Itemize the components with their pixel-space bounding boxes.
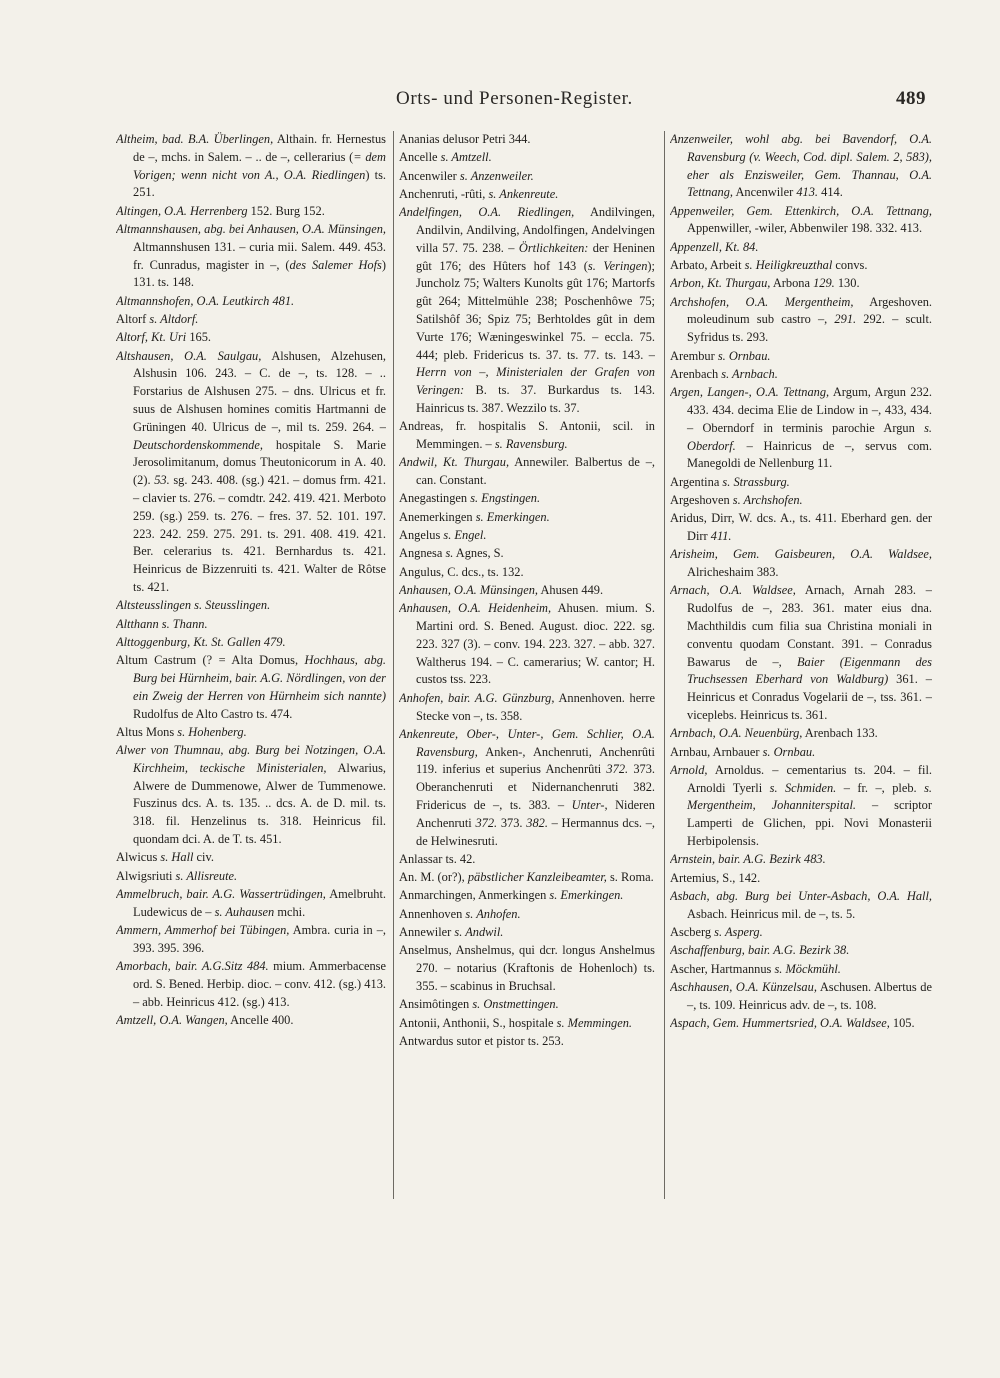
entry-italic-text: Arnold, xyxy=(670,762,708,777)
entry-italic-text: Aschhausen, O.A. Künzelsau, xyxy=(670,979,817,994)
entry-italic-text: s. Anzenweiler. xyxy=(459,168,534,183)
entry-italic-text: Argen, Langen-, O.A. Tettnang, xyxy=(670,385,830,400)
entry-text: Ascberg xyxy=(670,925,715,940)
register-entry xyxy=(399,490,655,508)
entry-text: – Hermannus dcs. –, de Helwinesruti. xyxy=(416,815,655,848)
entry-italic-text: s. Hall xyxy=(160,850,194,865)
register-entry xyxy=(670,725,932,743)
register-entry xyxy=(670,942,932,960)
register-entry xyxy=(399,454,655,490)
register-entry xyxy=(116,958,386,1011)
entry-text: Annenhoven. herre Stecke von –, ts. 358. xyxy=(416,690,655,723)
entry-italic-text: 291. xyxy=(834,312,857,327)
entry-italic-text: s. Onstmettingen. xyxy=(472,997,559,1012)
register-entry xyxy=(670,888,932,924)
entry-text: Ancenwiler xyxy=(399,168,460,183)
entry-italic-text: Arnach, O.A. Waldsee, xyxy=(670,583,796,598)
entry-italic-text: Appenzell, Kt. 84. xyxy=(670,239,759,254)
entry-italic-text: Altmannshofen, O.A. Leutkirch 481. xyxy=(116,293,295,308)
register-entry xyxy=(399,726,655,851)
entry-italic-text: Aspach, Gem. Hummertsried, O.A. Waldsee, xyxy=(670,1016,890,1031)
register-entry xyxy=(399,924,655,942)
entry-text: Arnbau, Arnbauer xyxy=(670,744,763,759)
entry-text: Alwicus xyxy=(116,850,161,865)
entry-text: Anselmus, Anshelmus, qui dcr. longus Anshelmus 270. – notarius (Kraftonis de Hohenloch) ts. 355. – scabinus in Bruchsal. xyxy=(399,943,655,993)
register-entry xyxy=(670,744,932,762)
register-entry xyxy=(116,922,386,958)
register-entry xyxy=(399,168,655,186)
entry-text: An. M. (or?), xyxy=(399,870,468,885)
register-entry xyxy=(670,510,932,546)
entry-text: Alricheshaim 383. xyxy=(687,565,779,580)
entry-text: ) ts. 251. xyxy=(133,167,386,200)
register-entry xyxy=(116,849,386,867)
register-entry xyxy=(116,742,386,849)
entry-text: – scriptor Lamperti de Glichen, ppi. Novi Monasterii Herbipolensis. xyxy=(687,798,932,849)
running-title: Orts- und Personen-Register. xyxy=(396,88,633,109)
register-column-left xyxy=(116,131,386,1211)
register-entry xyxy=(399,131,655,149)
column-divider xyxy=(664,131,665,1199)
entry-text: Angelus xyxy=(399,528,444,543)
entry-italic-text: Altorf, Kt. Uri xyxy=(116,330,187,345)
register-entry xyxy=(670,294,932,347)
entry-text: Altum Castrum (? = Alta Domus, xyxy=(116,653,305,668)
entry-text: Arnach, Arnah 283. – Rudolfus de –, 283. 361. mater eius dna. Machthildis cum filia sua Christina moniali in conventu quodam Constant. 391. – Conradus Bawarus de –, xyxy=(687,583,932,669)
register-entry xyxy=(670,131,932,202)
register-entry xyxy=(670,924,932,942)
entry-italic-text: s. Engstingen. xyxy=(470,491,541,506)
entry-text: Amelbruht. Ludewicus de – xyxy=(133,886,386,919)
register-entry xyxy=(399,582,655,600)
entry-text: convs. xyxy=(832,258,868,273)
entry-text: Arnoldus. – cementarius ts. 204. – fil. Arnoldi Tyerli xyxy=(687,762,932,795)
register-entry xyxy=(670,348,932,366)
entry-italic-text: Ammelbruch, bair. A.G. Wassertrüdingen, xyxy=(116,886,326,901)
entry-text: Altus Mons xyxy=(116,724,178,739)
entry-text: Rudolfus de Alto Castro ts. 474. xyxy=(133,706,293,721)
register-entry xyxy=(670,239,932,257)
register-entry xyxy=(670,979,932,1015)
entry-text: Argentina xyxy=(670,474,723,489)
entry-text: Anegastingen xyxy=(399,491,471,506)
entry-text: 414. xyxy=(818,185,843,200)
register-entry xyxy=(670,492,932,510)
entry-text: der Heninen gût 176; des Hûters hof 143 ( xyxy=(416,240,655,273)
register-entry xyxy=(116,348,386,597)
entry-italic-text: s. Mergentheim, Johanniterspital. xyxy=(687,780,932,813)
register-entry xyxy=(399,996,655,1014)
register-entry xyxy=(116,329,386,347)
entry-italic-text: Amtzell, O.A. Wangen, xyxy=(116,1013,228,1028)
entry-italic-text: 129. xyxy=(813,276,835,291)
entry-italic-text: Arnbach, O.A. Neuenbürg, xyxy=(670,726,803,741)
entry-italic-text: 382. xyxy=(526,815,548,830)
entry-text: 361. – Heinricus et Conradus Vogelarii de –, tss. 361. – viceplebs. Heinricus ts. 361. xyxy=(687,672,932,722)
register-entry xyxy=(399,545,655,563)
entry-italic-text: s. Hohenberg. xyxy=(177,724,247,739)
entry-text: B. ts. 37. Burkardus ts. 143. Hainricus ts. 387. Wezzilo ts. 37. xyxy=(416,383,655,415)
entry-text: Argeshoven xyxy=(670,492,733,507)
entry-italic-text: Asbach, abg. Burg bei Unter-Asbach, O.A. Hall, xyxy=(670,888,932,903)
entry-text: Ancelle xyxy=(399,150,441,165)
register-entry xyxy=(670,474,932,492)
entry-text: Ancelle 400. xyxy=(227,1013,294,1028)
entry-italic-text: s. Heiligkreuzthal xyxy=(744,258,833,273)
entry-italic-text: s. Möckmühl. xyxy=(774,961,841,976)
entry-italic-text: s. Asperg. xyxy=(714,925,763,940)
register-entry xyxy=(399,1033,655,1051)
register-entry xyxy=(670,961,932,979)
entry-text: Anemerkingen xyxy=(399,509,476,524)
entry-italic-text: Andelfingen, O.A. Riedlingen, xyxy=(399,205,575,220)
entry-text: Annenhoven xyxy=(399,906,466,921)
entry-italic-text: Alttoggenburg, Kt. St. Gallen 479. xyxy=(116,634,286,649)
entry-text: 373. xyxy=(497,815,527,830)
column-divider xyxy=(393,131,394,1199)
register-entry xyxy=(116,724,386,742)
entry-italic-text: s. Anhofen. xyxy=(465,906,521,921)
entry-text: Altmannshusen 131. – curia mii. Salem. 449. 453. fr. Cunradus, magister in –, ( xyxy=(133,239,386,272)
entry-text: Ansimôtingen xyxy=(399,997,473,1012)
entry-italic-text: s. Veringen xyxy=(587,258,648,273)
entry-text: hospitale S. Marie Jerosolimitanum, domus Theutonicorum in A. 40. (2). xyxy=(133,437,386,488)
entry-italic-text: 372. xyxy=(606,762,629,777)
entry-text: Ancenwiler xyxy=(733,185,797,200)
entry-italic-text: Deutschordenskommende, xyxy=(133,437,263,452)
register-entry xyxy=(399,564,655,582)
entry-text: 105. xyxy=(889,1016,915,1031)
entry-italic-text: s. Engel. xyxy=(443,528,487,543)
entry-text: Anken-, Anchenruti, Anchenrûti 119. inferius et superius Anchenrûti xyxy=(416,744,655,777)
entry-italic-text: Altheim, bad. B.A. Überlingen, xyxy=(116,132,274,146)
entry-text: Ananias delusor Petri 344. xyxy=(399,132,531,146)
register-entry xyxy=(670,851,932,869)
register-entry xyxy=(670,870,932,888)
entry-italic-text: Altshausen, O.A. Saulgau, xyxy=(116,348,262,363)
register-entry xyxy=(670,582,932,724)
entry-italic-text: s. Allisreute. xyxy=(175,868,238,883)
register-entry xyxy=(399,942,655,995)
entry-text: Alshusen, Alzehusen, Alshusin 106. 243. – C. de –, ts. 128. – .. Forstarius de Alshusen 275. – dns. Ulricus et fr. suus de Alshusen homines comitis Hartmanni de Grüningen 40. Ulricus de –, mil ts. 259. 264. – xyxy=(133,348,386,434)
entry-italic-text: Anhausen, O.A. Heidenheim, xyxy=(399,601,552,616)
entry-italic-text: s. Ornbau. xyxy=(762,744,816,759)
register-entry xyxy=(116,293,386,311)
entry-text: Arembur xyxy=(670,348,718,363)
register-entry xyxy=(670,762,932,851)
register-entry xyxy=(670,384,932,473)
entry-italic-text: Ankenreute, Ober-, Unter-, Gem. Schlier, O.A. Ravensburg, xyxy=(399,726,655,759)
entry-text: Arbona xyxy=(770,276,814,291)
entry-text: Alwarius, Alwere de Dummenowe, Alwer de Tummenowe. Fuszinus dcs. A. ts. 135. .. dcs. A. de D. mil. ts. 318. fil. Henzelinus ts. 318. Heinricus fil. quondam dci. A. de T. ts. 451. xyxy=(133,760,386,847)
entry-text: Annewiler. Balbertus de –, can. Constant. xyxy=(416,455,655,488)
entry-italic-text: Aschaffenburg, bair. A.G. Bezirk 38. xyxy=(670,943,850,958)
entry-italic-text: s. Memmingen. xyxy=(556,1015,633,1030)
entry-italic-text: s. Ornbau. xyxy=(717,348,771,363)
register-entry xyxy=(399,600,655,689)
entry-text: Aschusen. Albertus de –, ts. 109. Heinricus adv. de –, ts. 108. xyxy=(687,979,932,1012)
register-entry xyxy=(399,204,655,418)
register-entry xyxy=(399,1015,655,1033)
entry-text: Alwigsriuti xyxy=(116,868,176,883)
register-entry xyxy=(116,652,386,723)
entry-text: Agnes, S. xyxy=(453,546,504,561)
entry-italic-text: Unter-, xyxy=(571,797,608,812)
entry-text: Appenwiller, -wiler, Abbenwiler 198. 332. 413. xyxy=(687,221,923,236)
entry-text: Nideren Anchenruti xyxy=(416,797,655,830)
entry-text: s. Roma. xyxy=(606,870,654,885)
entry-italic-text: Anhofen, bair. A.G. Günzburg, xyxy=(399,690,555,705)
entry-italic-text: des Salemer Hofs xyxy=(289,257,382,272)
register-entry xyxy=(399,509,655,527)
register-entry xyxy=(399,186,655,204)
entry-italic-text: s. Ankenreute. xyxy=(488,186,559,201)
entry-text: Antwardus sutor et pistor ts. 253. xyxy=(399,1033,564,1048)
entry-text: 165. xyxy=(186,330,212,345)
entry-text: 292. – scult. Syfridus ts. 293. xyxy=(687,312,932,345)
entry-italic-text: Altthann s. Thann. xyxy=(116,616,208,631)
register-entry xyxy=(399,906,655,924)
register-column-middle xyxy=(399,131,655,1211)
entry-italic-text: s. Schmiden. xyxy=(769,780,837,795)
register-entry xyxy=(116,868,386,886)
entry-text: ) 131. ts. 148. xyxy=(133,257,386,290)
register-entry xyxy=(670,257,932,275)
entry-text: Artemius, S., 142. xyxy=(670,870,761,885)
entry-text: sg. 243. 408. (sg.) 421. – domus frm. 421. – clavier ts. 276. – comdtr. 242. 419. 421. Merboto 259. (sg.) 259. ts. 276. – fres. 37. 52. 101. 197. 223. 242. 259. 275. 291. ts. 291. 408. 419. 421. Ber. celerarius ts. 421. Bernhardus ts. 421. Heinricus de Bizzenruiti ts. 421. Walter de Rôtse ts. 421. xyxy=(133,473,386,594)
register-entry xyxy=(116,221,386,292)
entry-italic-text: s. Andwil. xyxy=(454,925,504,940)
entry-text: Angulus, C. dcs., ts. 132. xyxy=(399,564,524,579)
entry-italic-text: Alwer von Thumnau, abg. Burg bei Notzingen, O.A. Kirchheim, teckische Ministerialen, xyxy=(116,743,386,775)
entry-text: 152. Burg 152. xyxy=(247,203,325,218)
page-number: 489 xyxy=(896,88,926,109)
entry-text: Altorf xyxy=(116,311,150,326)
entry-text: Arenbach xyxy=(670,366,722,381)
entry-text: Annewiler xyxy=(399,925,455,940)
register-entry xyxy=(670,275,932,293)
register-entry xyxy=(670,1015,932,1033)
entry-italic-text: Anhausen, O.A. Münsingen, xyxy=(399,582,539,597)
entry-text: 373. Oberanchenruti et Nidernanchenruti 382. Fridericus de –, ts. 383. – xyxy=(416,762,655,812)
register-entry xyxy=(670,366,932,384)
entry-text: Anlassar ts. 42. xyxy=(399,851,476,866)
entry-italic-text: s. Auhausen xyxy=(214,904,275,919)
entry-text: Arbato, Arbeit xyxy=(670,258,745,273)
register-entry xyxy=(116,616,386,634)
entry-italic-text: Arbon, Kt. Thurgau, xyxy=(670,276,771,291)
entry-text: Antonii, Anthonii, S., hospitale xyxy=(399,1015,557,1030)
entry-italic-text: 413. xyxy=(796,185,819,200)
entry-text: Arenbach 133. xyxy=(802,726,878,741)
entry-text: Argeshoven. moleudinum sub castro –, xyxy=(687,294,932,327)
entry-italic-text: Ammern, Ammerhof bei Tübingen, xyxy=(116,923,290,938)
entry-italic-text: s. Amtzell. xyxy=(440,150,492,165)
entry-text: civ. xyxy=(193,850,214,865)
entry-italic-text: Arnstein, bair. A.G. Bezirk 483. xyxy=(670,852,826,867)
entry-italic-text: s. Emerkingen. xyxy=(475,509,550,524)
register-entry xyxy=(399,149,655,167)
entry-text: – fr. –, pleb. xyxy=(836,780,925,795)
running-head xyxy=(0,88,1000,116)
entry-text: mium. Ammerbacense ord. S. Bened. Herbip. dioc. – conv. 412. (sg.) 413. – abb. Heinricus 412. (sg.) 413. xyxy=(133,959,386,1009)
entry-italic-text: 53. xyxy=(154,473,170,488)
register-entry xyxy=(116,597,386,615)
entry-text: Aridus, Dirr, W. dcs. A., ts. 411. Eberhard gen. der Dirr xyxy=(670,511,932,544)
entry-italic-text: Anzenweiler, wohl abg. bei Bavendorf, O.A. Ravensburg (v. Weech, Cod. dipl. Salem. 2, 583), eher als Enzisweiler, Gem. Thannau, O.A. Tettnang, xyxy=(670,132,932,200)
register-entry xyxy=(399,527,655,545)
entry-text: Ambra. curia in –, 393. 395. 396. xyxy=(133,923,386,955)
entry-italic-text: Amorbach, bair. A.G.Sitz 484. xyxy=(116,959,269,974)
entry-text: mchi. xyxy=(274,904,306,919)
register-entry xyxy=(116,634,386,652)
entry-text: Anchenruti, -rûti, xyxy=(399,186,489,201)
entry-text: Angnesa xyxy=(399,546,446,561)
entry-italic-text: s. Ravensburg. xyxy=(494,437,568,452)
entry-italic-text: = dem Vorigen; wenn nicht von A., O.A. Riedlingen xyxy=(133,149,386,182)
register-entry xyxy=(116,203,386,221)
entry-italic-text: Altsteusslingen s. Steusslingen. xyxy=(116,598,271,613)
register-entry xyxy=(399,869,655,887)
entry-italic-text: Andwil, Kt. Thurgau, xyxy=(399,455,510,470)
entry-italic-text: Archshofen, O.A. Mergentheim, xyxy=(670,294,854,309)
entry-italic-text: päbstlicher Kanzleibeamter, xyxy=(467,870,607,885)
entry-text: Ascher, Hartmannus xyxy=(670,961,775,976)
entry-text: Ahusen 449. xyxy=(538,582,604,597)
entry-text: ); Juncholz 75; Walters Kunolts gût 176; Martorfs gût 264; Mittelmühle 238; Poschenhôwe 75; Satilshôf 36; Spiz 75; Berhtoldes gût in dem Vurte 176; Wæningeswinkel 75. – eccla. 75. 444; pleb. Fridericus ts. 37. ts. 77. ts. 143. – xyxy=(416,258,655,362)
entry-text: 130. xyxy=(834,276,860,291)
entry-italic-text: s. xyxy=(445,546,454,561)
entry-text: Anmarchingen, Anmerkingen xyxy=(399,888,550,903)
register-entry xyxy=(670,203,932,239)
entry-italic-text: s. Strassburg. xyxy=(722,474,790,489)
entry-text: Andreas, fr. hospitalis S. Antonii, scil. in Memmingen. – xyxy=(399,419,655,452)
entry-text: – Hainricus de –, servus com. Manegoldi de Nellenburg 11. xyxy=(687,438,932,471)
entry-italic-text: Baier (Eigenmann des Truchsessen Eberhard von Waldburg) xyxy=(687,654,932,687)
entry-italic-text: Arisheim, Gem. Gaisbeuren, O.A. Waldsee, xyxy=(670,547,932,562)
entry-italic-text: s. Altdorf. xyxy=(149,311,199,326)
entry-italic-text: Altingen, O.A. Herrenberg xyxy=(116,203,248,218)
register-entry xyxy=(116,311,386,329)
entry-text: Argum, Argun 232. 433. 434. decima Elie de Lindow in –, 433, 434. – Oberndorf in terminis parochie Argun xyxy=(687,385,932,435)
entry-italic-text: Herrn von –, Ministerialen der Grafen von Veringen: xyxy=(416,365,655,398)
entry-text: Asbach. Heinricus mil. de –, ts. 5. xyxy=(687,906,856,921)
entry-italic-text: s. Oberdorf. xyxy=(687,420,932,453)
register-entry xyxy=(399,418,655,454)
register-entry xyxy=(399,887,655,905)
entry-italic-text: 411. xyxy=(710,529,732,544)
entry-italic-text: Appenweiler, Gem. Ettenkirch, O.A. Tettnang, xyxy=(670,203,932,218)
register-entry xyxy=(116,886,386,922)
register-entry xyxy=(116,131,386,202)
entry-text: Andilvingen, Andilvin, Andilving, Andolfingen, Andelvingen villa 57. 75. 238. – xyxy=(416,205,655,255)
entry-italic-text: Örtlichkeiten: xyxy=(518,240,589,255)
entry-italic-text: Altmannshausen, abg. bei Anhausen, O.A. Münsingen, xyxy=(116,221,386,236)
entry-italic-text: s. Emerkingen. xyxy=(549,888,624,903)
entry-italic-text: 372. xyxy=(475,815,498,830)
register-entry xyxy=(116,1012,386,1030)
entry-italic-text: s. Arnbach. xyxy=(721,366,778,381)
register-entry xyxy=(670,546,932,582)
entry-text: Ahusen. mium. S. Martini ord. S. Bened. August. dioc. 222. sg. 223. 327 (3). – conv. 194. 223. 327. – abb. 327. Waltherus 194. – C. camerarius; W. cantor; H. custos tss. 223. xyxy=(416,601,655,687)
entry-italic-text: Hochhaus, abg. Burg bei Hürnheim, bair. A.G. Nördlingen, von der ein Zweig der Herren von Hürnheim sich nannte) xyxy=(133,653,386,703)
register-column-right xyxy=(670,131,932,1211)
entry-italic-text: s. Archshofen. xyxy=(732,492,803,507)
entry-text: Althain. fr. Hernestus de –, mchs. in Salem. – .. de –, cellerarius ( xyxy=(133,132,386,164)
register-entry xyxy=(399,851,655,869)
register-entry xyxy=(399,690,655,726)
